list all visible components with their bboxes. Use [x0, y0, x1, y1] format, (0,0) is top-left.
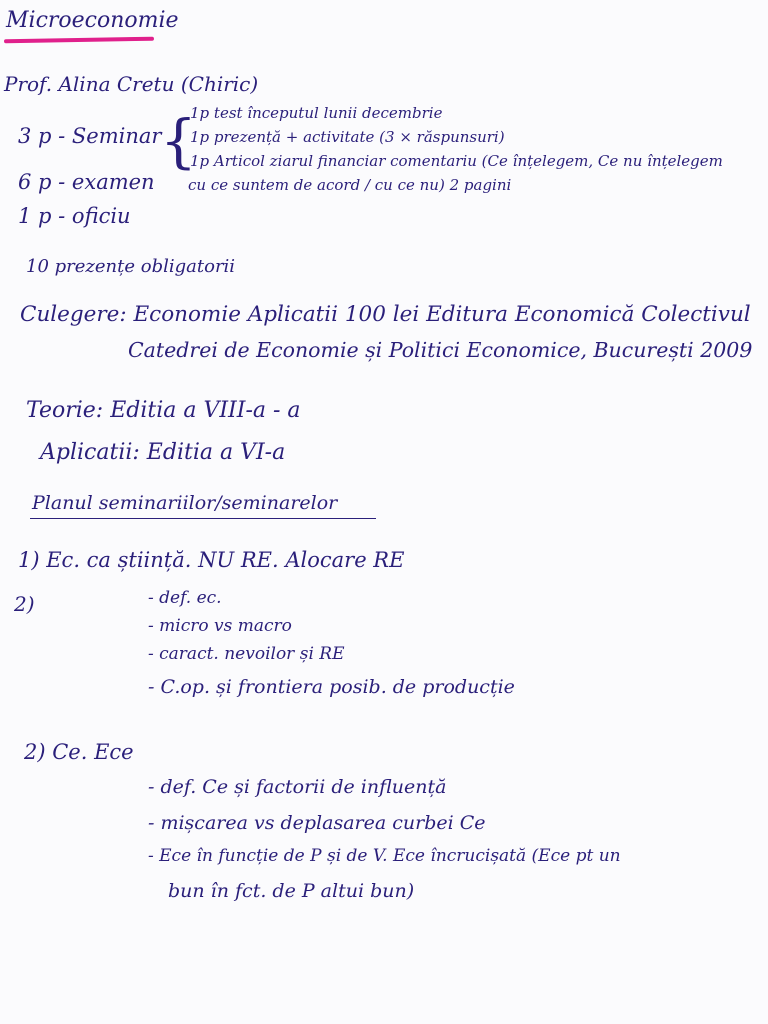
seminar-item-attendance: 1p prezență + activitate (3 × răspunsuri)	[190, 128, 505, 146]
stray-mark: 2)	[14, 592, 35, 616]
bibliography-line-2: Catedrei de Economie și Politici Economice, București 2009	[128, 338, 753, 362]
applications-edition: Aplicatii: Editia a VI-a	[40, 440, 286, 465]
plan-heading-underline	[30, 518, 376, 519]
title-highlight-underline	[4, 37, 154, 44]
topic-2-point: - def. Ce și factorii de influență	[148, 776, 447, 798]
topic-2-point-continuation: bun în fct. de P altui bun)	[168, 880, 415, 902]
topic-2-title: 2) Ce. Ece	[24, 740, 134, 764]
seminar-brace: {	[160, 107, 197, 175]
page-title: Microeconomie	[6, 8, 179, 33]
topic-1-point: - caract. nevoilor și RE	[148, 644, 345, 664]
topic-2-point: - mișcarea vs deplasarea curbei Ce	[148, 812, 486, 834]
exam-points: 6 p - examen	[18, 170, 155, 194]
topic-1-point: - C.op. și frontiera posib. de producție	[148, 676, 515, 698]
bibliography-line-1: Culegere: Economie Aplicatii 100 lei Editura Economică Colectivul	[20, 302, 751, 327]
seminar-item-article: 1p Articol ziarul financiar comentariu (Ce înțelegem, Ce nu înțelegem	[190, 152, 723, 170]
seminar-item-test: 1p test începutul lunii decembrie	[190, 104, 443, 122]
plan-heading: Planul seminariilor/seminarelor	[32, 492, 338, 514]
topic-1-title: 1) Ec. ca știință. NU RE. Alocare RE	[18, 548, 405, 572]
topic-1-point: - micro vs macro	[148, 616, 292, 636]
theory-edition: Teorie: Editia a VIII-a - a	[26, 398, 301, 423]
seminar-item-article-continuation: cu ce suntem de acord / cu ce nu) 2 pagini	[188, 176, 512, 194]
topic-2-point: - Ece în funcție de P și de V. Ece încrucișată (Ece pt un	[148, 846, 621, 866]
professor-name: Prof. Alina Cretu (Chiric)	[4, 72, 259, 96]
office-points: 1 p - oficiu	[18, 204, 131, 228]
seminar-points: 3 p - Seminar	[18, 124, 162, 148]
topic-1-point: - def. ec.	[148, 588, 222, 608]
attendance-rule: 10 prezențe obligatorii	[26, 256, 236, 277]
